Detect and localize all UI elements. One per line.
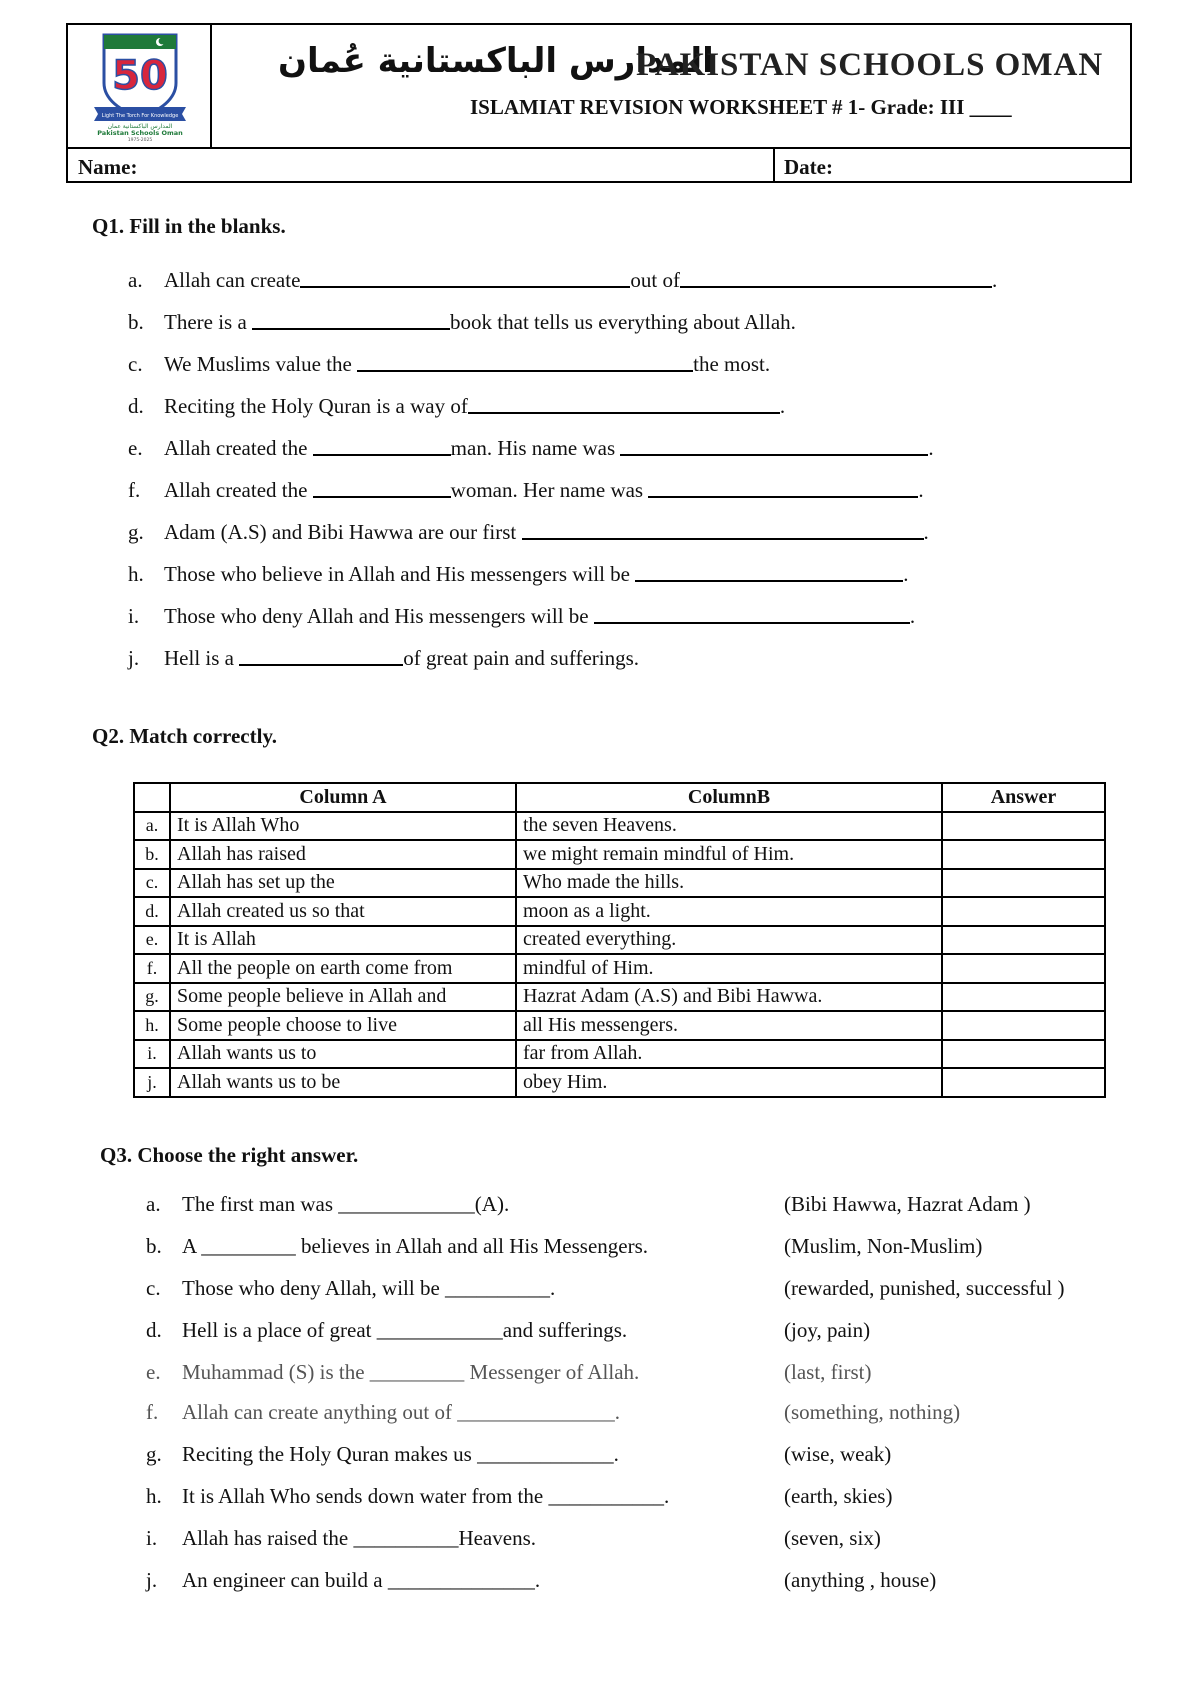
logo-years: 1975-2025 <box>127 138 153 141</box>
answer-blank[interactable] <box>313 436 451 456</box>
school-logo-icon <box>90 29 190 141</box>
answer-options: (Bibi Hawwa, Hazrat Adam ) <box>784 1192 1031 1216</box>
answer-cell[interactable] <box>942 1040 1105 1069</box>
list-item: e. Allah created the man. His name was . <box>128 436 934 460</box>
answer-cell[interactable] <box>942 983 1105 1012</box>
list-item: d. Reciting the Holy Quran is a way of . <box>128 394 786 418</box>
worksheet-header <box>66 23 1132 183</box>
answer-cell[interactable] <box>942 840 1105 869</box>
name-label: Name: <box>78 155 138 179</box>
answer-cell[interactable] <box>942 869 1105 898</box>
answer-options: (anything , house) <box>784 1568 937 1592</box>
table-row: j. Allah wants us to be obey Him. <box>134 1068 1105 1097</box>
answer-options: (Muslim, Non-Muslim) <box>784 1234 983 1258</box>
answer-blank[interactable] <box>239 646 403 666</box>
answer-options: (something, nothing) <box>784 1400 961 1424</box>
list-item: b. There is a book that tells us everything about Allah. <box>128 310 796 334</box>
answer-column-header: Answer <box>942 783 1105 812</box>
match-table <box>133 782 1106 1098</box>
column-b-header: ColumnB <box>516 783 942 812</box>
answer-options: (rewarded, punished, successful ) <box>784 1276 1065 1300</box>
table-row: c. Allah has set up the Who made the hills. <box>134 869 1105 898</box>
logo-tagline: Light The Torch For Knowledge <box>101 113 179 119</box>
list-item: a. Allah can create out of . <box>128 268 998 292</box>
q2-heading: Q2. Match correctly. <box>92 724 278 748</box>
q1-list <box>128 268 997 688</box>
list-item: f. Allah can create anything out of _______________. (something, nothing) <box>146 1400 961 1424</box>
answer-blank[interactable] <box>522 520 924 540</box>
table-row: h. Some people choose to live all His messengers. <box>134 1011 1105 1040</box>
answer-blank[interactable] <box>313 478 451 498</box>
q3-heading: Q3. Choose the right answer. <box>100 1143 359 1167</box>
answer-cell[interactable] <box>942 954 1105 983</box>
q1-heading: Q1. Fill in the blanks. <box>92 214 286 238</box>
list-item: g. Adam (A.S) and Bibi Hawwa are our first . <box>128 520 929 544</box>
answer-blank[interactable] <box>635 562 903 582</box>
list-item: i. Allah has raised the __________Heavens. (seven, six) <box>146 1526 881 1550</box>
answer-options: (earth, skies) <box>784 1484 893 1508</box>
table-header-row <box>134 783 1105 812</box>
logo-arabic: المدارس الباكستانية عمان <box>107 123 173 130</box>
answer-blank[interactable] <box>357 352 693 372</box>
list-item: h. It is Allah Who sends down water from the ___________. (earth, skies) <box>146 1484 893 1508</box>
list-item: f. Allah created the woman. Her name was . <box>128 478 924 502</box>
answer-cell[interactable] <box>942 812 1105 841</box>
list-item: g. Reciting the Holy Quran makes us _____________. (wise, weak) <box>146 1442 892 1466</box>
letter-column-header <box>134 783 170 812</box>
answer-blank[interactable] <box>300 268 630 288</box>
logo-number: 50 <box>112 53 168 99</box>
list-item: b. A _________ believes in Allah and all His Messengers. (Muslim, Non-Muslim) <box>146 1234 983 1258</box>
answer-options: (last, first) <box>784 1360 872 1384</box>
answer-blank[interactable] <box>620 436 928 456</box>
logo-cell <box>68 25 212 147</box>
answer-blank[interactable] <box>594 604 910 624</box>
table-row: a. It is Allah Who the seven Heavens. <box>134 812 1105 841</box>
list-item: c. We Muslims value the the most. <box>128 352 771 376</box>
table-row: g. Some people believe in Allah and Hazrat Adam (A.S) and Bibi Hawwa. <box>134 983 1105 1012</box>
q3-list <box>146 1192 1126 1610</box>
table-row: e. It is Allah created everything. <box>134 926 1105 955</box>
list-item: d. Hell is a place of great ____________and sufferings. (joy, pain) <box>146 1318 871 1342</box>
table-row: b. Allah has raised we might remain mindful of Him. <box>134 840 1105 869</box>
answer-blank[interactable] <box>680 268 992 288</box>
list-item: c. Those who deny Allah, will be __________. (rewarded, punished, successful ) <box>146 1276 1065 1300</box>
list-item: i. Those who deny Allah and His messengers will be . <box>128 604 916 628</box>
name-date-divider <box>773 147 775 183</box>
table-row: f. All the people on earth come from mindful of Him. <box>134 954 1105 983</box>
table-row: d. Allah created us so that moon as a light. <box>134 897 1105 926</box>
header-divider <box>68 147 1130 149</box>
answer-cell[interactable] <box>942 897 1105 926</box>
list-item: j. Hell is a of great pain and sufferings. <box>128 646 640 670</box>
answer-options: (wise, weak) <box>784 1442 892 1466</box>
worksheet-title: ISLAMIAT REVISION WORKSHEET # 1- Grade: III ____ <box>470 95 1012 119</box>
date-label: Date: <box>784 155 833 179</box>
answer-cell[interactable] <box>942 926 1105 955</box>
list-item: h. Those who believe in Allah and His messengers will be . <box>128 562 909 586</box>
answer-cell[interactable] <box>942 1011 1105 1040</box>
answer-cell[interactable] <box>942 1068 1105 1097</box>
school-name-english: PAKISTAN SCHOOLS OMAN <box>636 47 1104 83</box>
list-item: e. Muhammad (S) is the _________ Messenger of Allah. (last, first) <box>146 1360 872 1384</box>
column-a-header: Column A <box>170 783 516 812</box>
table-row: i. Allah wants us to far from Allah. <box>134 1040 1105 1069</box>
answer-blank[interactable] <box>468 394 780 414</box>
answer-options: (seven, six) <box>784 1526 881 1550</box>
answer-options: (joy, pain) <box>784 1318 871 1342</box>
answer-blank[interactable] <box>648 478 918 498</box>
logo-english: Pakistan Schools Oman <box>97 129 183 137</box>
answer-blank[interactable] <box>252 310 450 330</box>
list-item: j. An engineer can build a ______________. (anything , house) <box>146 1568 937 1592</box>
school-name-arabic: المدارس الباكستانية عُمان <box>278 41 714 81</box>
list-item: a. The first man was _____________(A). (Bibi Hawwa, Hazrat Adam ) <box>146 1192 1031 1216</box>
